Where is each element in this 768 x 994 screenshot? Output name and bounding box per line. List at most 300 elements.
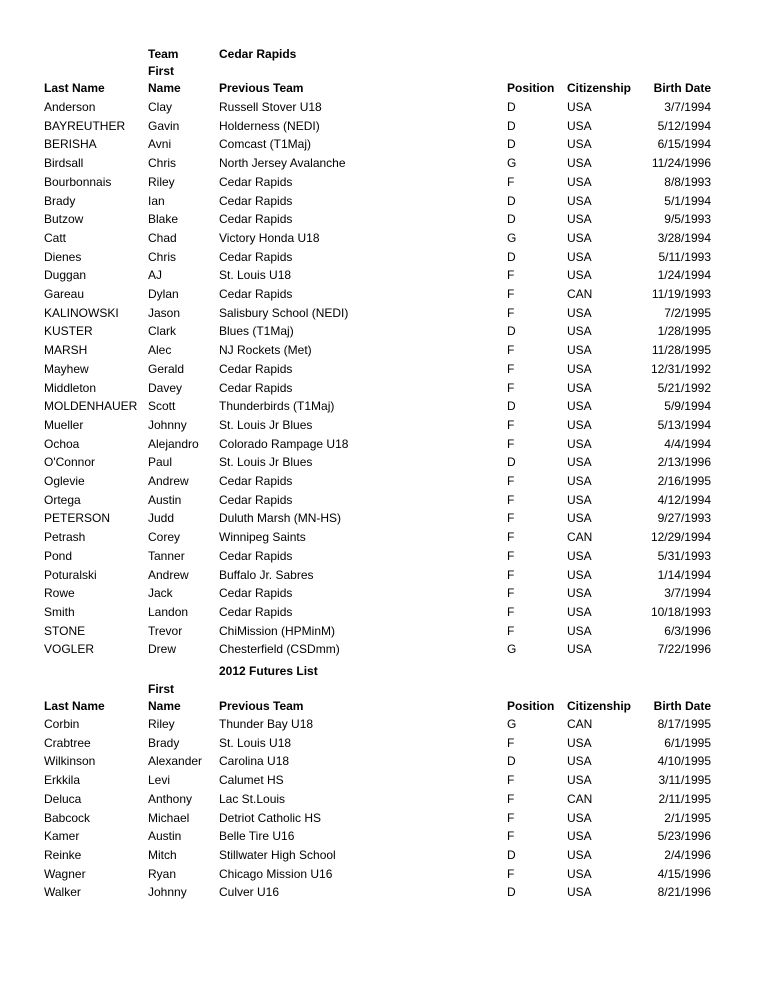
previous-team-cell: ChiMission (HPMinM) [219,623,336,638]
last-name-cell: STONE [44,623,86,638]
birth-date-cell: 11/24/1996 [651,156,711,171]
previous-team-cell: Victory Honda U18 [219,230,320,245]
citizenship-cell: USA [567,548,592,563]
position-cell: F [507,380,515,395]
last-name-cell: Oglevie [44,474,85,488]
last-name-cell: O'Connor [44,455,95,470]
citizenship-cell: USA [567,380,592,395]
citizenship-cell: USA [567,847,592,862]
citizenship-cell: USA [567,474,592,488]
first-name-cell: Blake [148,212,179,227]
futures-position-header: Position [507,699,555,713]
futures-column-header-row [0,698,768,715]
position-cell: D [507,324,516,339]
birth-date-cell: 2/13/1996 [657,455,711,470]
birth-date-cell: 11/19/1993 [651,287,711,301]
futures-birth-date-header: Birth Date [653,699,711,713]
position-cell: D [507,847,516,862]
team-header-row [0,46,768,63]
last-name-cell: Middleton [44,380,97,395]
table-row [0,791,768,808]
citizenship-cell: USA [567,137,592,152]
citizenship-cell: USA [567,829,592,844]
table-row [0,548,768,565]
citizenship-cell: USA [567,436,592,451]
previous-team-cell: Blues (T1Maj) [219,324,294,339]
birth-date-cell: 9/5/1993 [664,212,711,227]
table-row [0,866,768,883]
last-name-cell: Anderson [44,100,96,114]
last-name-cell: Poturalski [44,567,97,582]
citizenship-cell: USA [567,511,592,526]
last-name-cell: Brady [44,193,76,208]
first-name-cell: Chad [148,230,177,245]
first-name-cell: Alexander [148,754,203,769]
last-name-cell: Gareau [44,287,85,301]
first-name-cell: Chris [148,249,177,264]
citizenship-cell: USA [567,810,592,825]
previous-team-cell: Cedar Rapids [219,212,293,227]
table-row [0,155,768,172]
table-row [0,735,768,752]
previous-team-cell: North Jersey Avalanche [219,156,346,171]
last-name-cell: VOGLER [44,642,95,657]
birth-date-cell: 4/10/1995 [657,754,711,769]
first-name-cell: Clay [148,100,173,114]
citizenship-cell: USA [567,156,592,171]
birth-date-cell: 1/28/1995 [657,324,711,339]
last-name-cell: Mayhew [44,361,89,376]
table-row [0,380,768,397]
table-row [0,174,768,191]
last-name-cell: Crabtree [44,735,91,750]
position-cell: F [507,174,515,189]
team-label: Team [148,47,179,61]
position-cell: D [507,100,516,114]
first-name-cell: Scott [148,399,176,414]
birth-date-cell: 6/1/1995 [664,735,711,750]
previous-team-cell: Detriot Catholic HS [219,810,322,825]
first-name-cell: Landon [148,604,189,619]
last-name-cell: Ochoa [44,436,80,451]
birth-date-cell: 7/2/1995 [664,305,711,320]
previous-team-cell: Winnipeg Saints [219,530,306,545]
birth-date-cell: 5/23/1996 [657,829,711,844]
citizenship-cell: USA [567,399,592,414]
last-name-cell: Bourbonnais [44,174,112,189]
previous-team-cell: NJ Rockets (Met) [219,343,312,358]
citizenship-cell: USA [567,866,592,881]
header-row-line1 [0,63,768,80]
previous-team-cell: Cedar Rapids [219,287,293,301]
position-cell: F [507,436,515,451]
futures-last-name-header: Last Name [44,699,105,713]
table-row [0,286,768,303]
first-name-cell: Dylan [148,287,179,301]
table-row [0,473,768,490]
position-cell: F [507,548,515,563]
previous-team-cell: Cedar Rapids [219,548,293,563]
birth-date-header: Birth Date [653,81,711,95]
first-name-cell: Michael [148,810,190,825]
futures-previous-team-header: Previous Team [219,699,304,713]
futures-first-name-header-line2: Name [148,699,181,713]
position-cell: F [507,343,515,358]
table-row [0,417,768,434]
position-cell: F [507,492,515,507]
position-cell: G [507,642,517,657]
position-cell: F [507,511,515,526]
futures-citizenship-header: Citizenship [567,699,632,713]
table-row [0,99,768,116]
first-name-cell: Judd [148,511,175,526]
table-row [0,641,768,658]
birth-date-cell: 2/1/1995 [664,810,711,825]
previous-team-cell: Cedar Rapids [219,492,293,507]
position-cell: F [507,829,515,844]
citizenship-cell: USA [567,455,592,470]
previous-team-cell: Chicago Mission U16 [219,866,333,881]
previous-team-cell: Cedar Rapids [219,604,293,619]
table-row [0,118,768,135]
citizenship-cell: USA [567,193,592,208]
first-name-cell: Ryan [148,866,177,881]
position-cell: D [507,885,516,900]
birth-date-cell: 2/4/1996 [664,847,711,862]
previous-team-cell: Lac St.Louis [219,791,286,806]
citizenship-cell: CAN [567,287,593,301]
first-name-cell: Andrew [148,474,189,488]
first-name-cell: Levi [148,773,171,788]
previous-team-cell: Holderness (NEDI) [219,118,320,133]
position-cell: D [507,137,516,152]
citizenship-cell: USA [567,100,592,114]
table-row [0,398,768,415]
birth-date-cell: 10/18/1993 [650,604,711,619]
previous-team-cell: Cedar Rapids [219,586,293,601]
table-row [0,249,768,266]
previous-team-cell: Calumet HS [219,773,284,788]
birth-date-cell: 4/15/1996 [657,866,711,881]
citizenship-cell: USA [567,885,592,900]
previous-team-cell: Buffalo Jr. Sabres [219,567,314,582]
citizenship-cell: USA [567,174,592,189]
last-name-cell: Corbin [44,717,80,731]
position-cell: D [507,754,516,769]
position-cell: G [507,156,517,171]
last-name-cell: BAYREUTHER [44,118,126,133]
position-cell: F [507,417,515,432]
table-row [0,193,768,210]
citizenship-cell: CAN [567,530,593,545]
position-cell: D [507,399,516,414]
first-name-cell: Austin [148,829,182,844]
birth-date-cell: 3/7/1994 [664,100,711,114]
last-name-cell: Ortega [44,492,81,507]
futures-title: 2012 Futures List [219,664,318,678]
previous-team-cell: Cedar Rapids [219,361,293,376]
table-row [0,267,768,284]
citizenship-cell: USA [567,623,592,638]
position-header: Position [507,81,555,95]
first-name-cell: Avni [148,137,172,152]
last-name-cell: Babcock [44,810,91,825]
position-cell: D [507,193,516,208]
citizenship-cell: USA [567,324,592,339]
last-name-cell: Pond [44,548,73,563]
last-name-cell: Reinke [44,847,82,862]
birth-date-cell: 5/11/1993 [658,249,711,264]
table-row [0,361,768,378]
birth-date-cell: 5/21/1992 [657,380,711,395]
first-name-cell: Austin [148,492,182,507]
table-row [0,567,768,584]
birth-date-cell: 5/9/1994 [664,399,711,414]
last-name-cell: Mueller [44,417,84,432]
last-name-cell: MARSH [44,343,88,358]
first-name-cell: Brady [148,735,180,750]
citizenship-cell: USA [567,567,592,582]
last-name-cell: BERISHA [44,137,97,152]
position-cell: F [507,361,515,376]
last-name-cell: Wilkinson [44,754,96,769]
position-cell: F [507,623,515,638]
first-name-cell: Andrew [148,567,189,582]
position-cell: G [507,230,517,245]
previous-team-cell: Duluth Marsh (MN-HS) [219,511,342,526]
birth-date-cell: 5/12/1994 [657,118,711,133]
first-name-cell: Jason [148,305,181,320]
previous-team-cell: Colorado Rampage U18 [219,436,349,451]
table-row [0,716,768,733]
first-name-cell: Alec [148,343,172,358]
last-name-cell: Catt [44,230,67,245]
citizenship-cell: USA [567,361,592,376]
birth-date-cell: 9/27/1993 [657,511,711,526]
position-cell: D [507,249,516,264]
previous-team-cell: St. Louis U18 [219,268,292,283]
first-name-cell: Gerald [148,361,185,376]
citizenship-cell: USA [567,268,592,283]
first-name-cell: Jack [148,586,173,601]
previous-team-cell: St. Louis U18 [219,735,292,750]
birth-date-cell: 1/24/1994 [657,268,711,283]
last-name-cell: Duggan [44,268,87,283]
birth-date-cell: 3/28/1994 [657,230,711,245]
birth-date-cell: 6/15/1994 [657,137,711,152]
table-row [0,342,768,359]
first-name-cell: Gavin [148,118,180,133]
last-name-cell: Walker [44,885,81,900]
first-name-cell: Drew [148,642,177,657]
previous-team-cell: Stillwater High School [219,847,336,862]
last-name-cell: Rowe [44,586,75,601]
position-cell: F [507,773,515,788]
position-cell: F [507,268,515,283]
position-cell: F [507,567,515,582]
last-name-cell: Petrash [44,530,86,545]
first-name-cell: Ian [148,193,165,208]
futures-first-name-header-line1: First [148,682,175,696]
first-name-cell: Riley [148,717,175,731]
citizenship-cell: USA [567,492,592,507]
table-row [0,323,768,340]
position-cell: F [507,474,515,488]
birth-date-cell: 8/21/1996 [657,885,711,900]
birth-date-cell: 1/14/1994 [657,567,711,582]
table-row [0,884,768,901]
first-name-cell: Clark [148,324,177,339]
birth-date-cell: 2/11/1995 [658,791,711,806]
birth-date-cell: 8/17/1995 [657,717,711,731]
table-row [0,436,768,453]
citizenship-cell: CAN [567,791,593,806]
position-cell: F [507,586,515,601]
first-name-cell: Chris [148,156,177,171]
citizenship-cell: CAN [567,717,593,731]
position-cell: F [507,287,515,301]
position-cell: F [507,530,515,545]
table-row [0,305,768,322]
table-row [0,623,768,640]
table-row [0,230,768,247]
previous-team-header: Previous Team [219,81,304,95]
previous-team-cell: Cedar Rapids [219,193,293,208]
last-name-cell: PETERSON [44,511,111,526]
birth-date-cell: 5/1/1994 [664,193,711,208]
citizenship-cell: USA [567,230,592,245]
previous-team-cell: Culver U16 [219,885,280,900]
previous-team-cell: Thunderbirds (T1Maj) [219,399,335,414]
table-row [0,828,768,845]
birth-date-cell: 3/11/1995 [658,773,711,788]
previous-team-cell: Belle Tire U16 [219,829,295,844]
previous-team-cell: Salisbury School (NEDI) [219,305,349,320]
previous-team-cell: Comcast (T1Maj) [219,137,312,152]
last-name-cell: Kamer [44,829,80,844]
previous-team-cell: Cedar Rapids [219,474,293,488]
first-name-cell: Tanner [148,548,185,563]
previous-team-cell: Russell Stover U18 [219,100,322,114]
position-cell: D [507,118,516,133]
first-name-cell: Alejandro [148,436,199,451]
position-cell: F [507,735,515,750]
position-cell: F [507,791,515,806]
table-row [0,847,768,864]
table-row [0,510,768,527]
first-name-cell: AJ [148,268,163,283]
table-row [0,454,768,471]
previous-team-cell: Chesterfield (CSDmm) [219,642,340,657]
position-cell: D [507,455,516,470]
citizenship-cell: USA [567,735,592,750]
first-name-cell: Johnny [148,417,187,432]
last-name-cell: KUSTER [44,324,93,339]
citizenship-header: Citizenship [567,81,632,95]
last-name-cell: Butzow [44,212,84,227]
first-name-cell: Trevor [148,623,183,638]
table-row [0,772,768,789]
first-name-header-line2: Name [148,81,181,95]
position-cell: F [507,604,515,619]
birth-date-cell: 4/12/1994 [657,492,711,507]
last-name-cell: Erkkila [44,773,81,788]
previous-team-cell: Cedar Rapids [219,174,293,189]
citizenship-cell: USA [567,343,592,358]
position-cell: F [507,866,515,881]
birth-date-cell: 8/8/1993 [664,174,711,189]
citizenship-cell: USA [567,212,592,227]
first-name-cell: Mitch [148,847,177,862]
previous-team-cell: Carolina U18 [219,754,290,769]
position-cell: F [507,305,515,320]
birth-date-cell: 5/13/1994 [657,417,711,432]
last-name-cell: Birdsall [44,156,84,171]
first-name-cell: Corey [148,530,181,545]
birth-date-cell: 3/7/1994 [664,586,711,601]
futures-title-row [0,663,768,680]
last-name-cell: Wagner [44,866,86,881]
last-name-cell: MOLDENHAUER [44,399,138,414]
last-name-cell: Dienes [44,249,82,264]
last-name-cell: KALINOWSKI [44,305,119,320]
citizenship-cell: USA [567,586,592,601]
citizenship-cell: USA [567,754,592,769]
birth-date-cell: 5/31/1993 [657,548,711,563]
last-name-cell: Smith [44,604,75,619]
first-name-cell: Johnny [148,885,187,900]
table-row [0,585,768,602]
citizenship-cell: USA [567,642,592,657]
table-row [0,136,768,153]
table-row [0,810,768,827]
previous-team-cell: Cedar Rapids [219,380,293,395]
previous-team-cell: Cedar Rapids [219,249,293,264]
first-name-cell: Anthony [148,791,193,806]
birth-date-cell: 2/16/1995 [657,474,711,488]
previous-team-cell: St. Louis Jr Blues [219,455,313,470]
birth-date-cell: 12/31/1992 [650,361,711,376]
birth-date-cell: 7/22/1996 [657,642,711,657]
table-row [0,604,768,621]
citizenship-cell: USA [567,118,592,133]
table-row [0,753,768,770]
position-cell: F [507,810,515,825]
column-header-row [0,80,768,97]
futures-header-row-line1 [0,681,768,698]
first-name-header-line1: First [148,64,175,78]
citizenship-cell: USA [567,773,592,788]
birth-date-cell: 6/3/1996 [664,623,711,638]
birth-date-cell: 11/28/1995 [651,343,711,358]
table-row [0,529,768,546]
team-name: Cedar Rapids [219,47,297,61]
citizenship-cell: USA [567,305,592,320]
first-name-cell: Riley [148,174,175,189]
table-row [0,211,768,228]
last-name-header: Last Name [44,81,105,95]
last-name-cell: Deluca [44,791,82,806]
previous-team-cell: St. Louis Jr Blues [219,417,313,432]
citizenship-cell: USA [567,417,592,432]
citizenship-cell: USA [567,604,592,619]
table-row [0,492,768,509]
citizenship-cell: USA [567,249,592,264]
birth-date-cell: 4/4/1994 [664,436,711,451]
position-cell: D [507,212,516,227]
first-name-cell: Paul [148,455,173,470]
previous-team-cell: Thunder Bay U18 [219,717,314,731]
